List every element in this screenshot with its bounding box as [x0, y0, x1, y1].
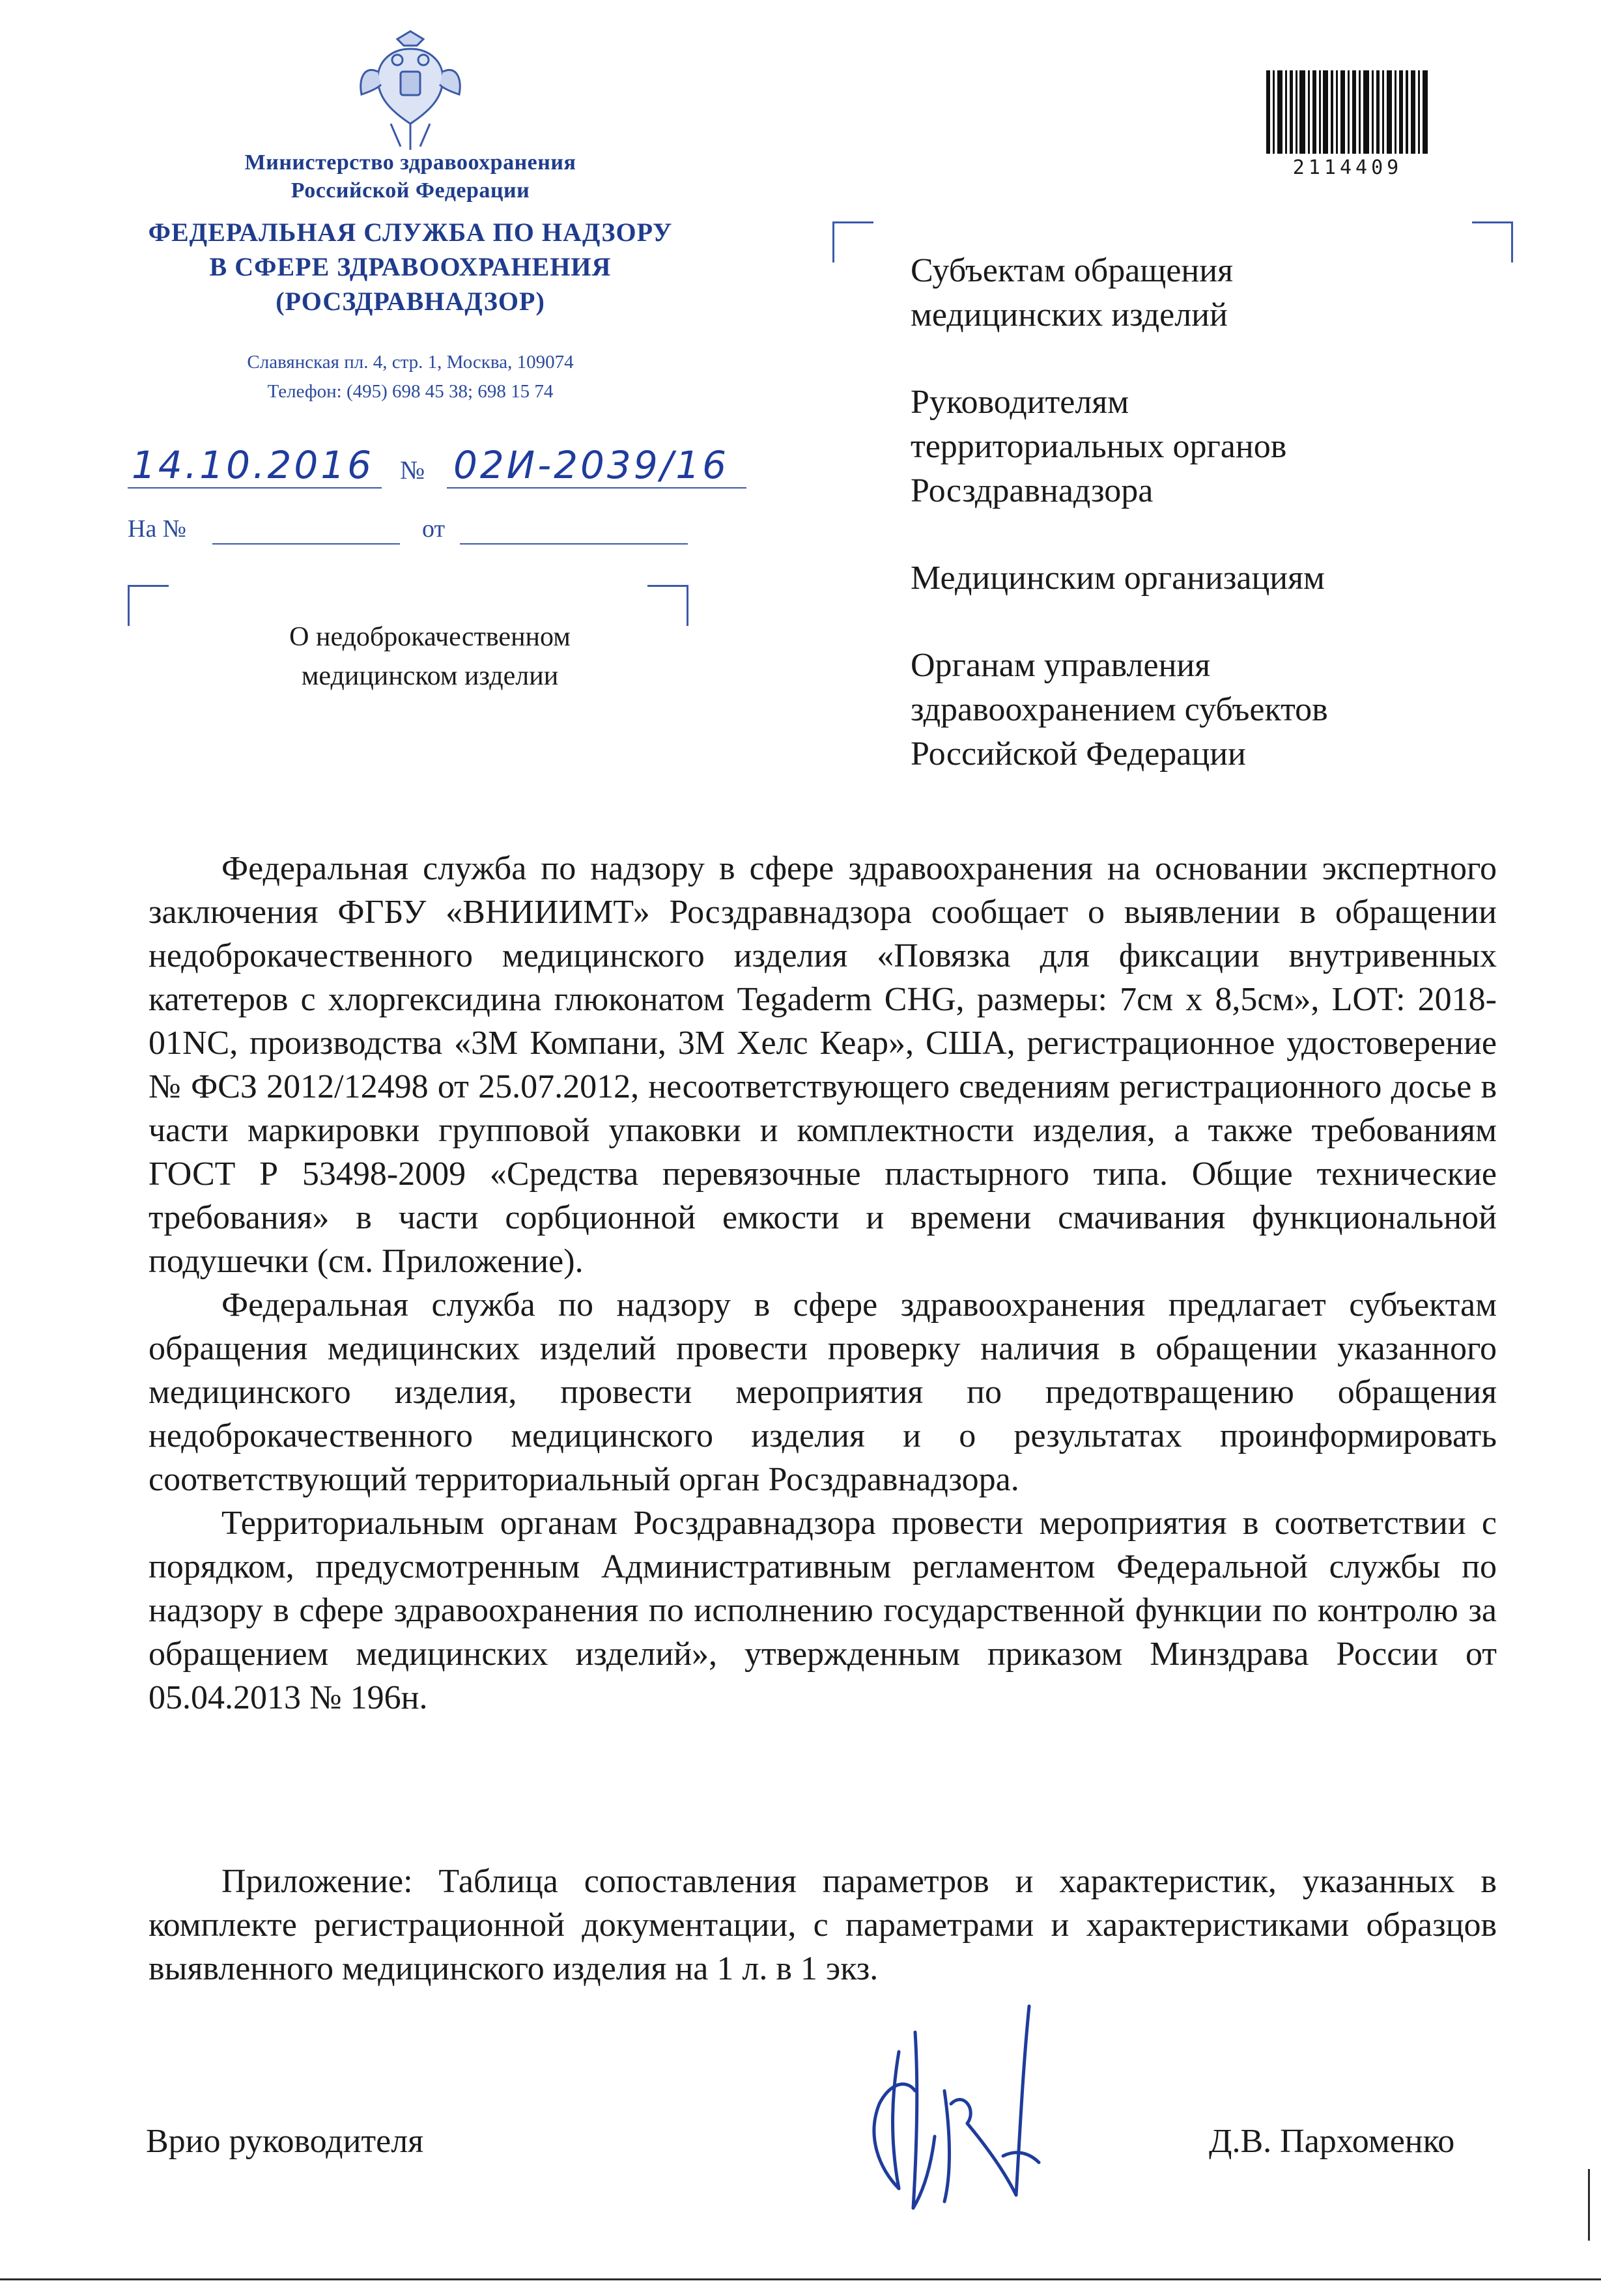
body-paragraph-3: Территориальным органам Росздравнадзора провести мероприятия в соответствии с порядком, предусмотренным Административным регламентом Федеральной службы по надзору в сфере здравоохранения по исполнению государственной функции по контролю за обращением медицинских изделий», утвержденным приказом Минздрава России от 05.04.2013 № 196н.: [149, 1505, 1497, 1716]
body-paragraph-2: Федеральная служба по надзору в сфере здравоохранения предлагает субъектам обращения медицинских изделий провести проверку наличия в обращении указанного медицинского изделия, провести мероприятия по предотвращению обращения недоброкачественного медицинского изделия и о результатах проинформировать соответствующий территориальный орган Росздравнадзора.: [149, 1286, 1497, 1498]
letter-body: [149, 847, 1497, 1720]
recipient-bracket-left: [832, 221, 873, 262]
reply-date-blank: [460, 543, 688, 545]
signatory-title: Врио руководителя: [146, 2123, 424, 2160]
address-block: [117, 348, 703, 406]
recipient-line: Органам управления: [911, 647, 1211, 684]
coat-of-arms-emblem: [352, 26, 469, 156]
registration-line: [128, 443, 766, 489]
body-paragraph-1: Федеральная служба по надзору в сфере здравоохранения на основании экспертного заключения ФГБУ «ВНИИИМТ» Росздравнадзора сообщает о выявлении в обращении недоброкачественного медицинского изделия «Повязка для фиксации внутривенных катетеров с хлоргексидина глюконатом Tegaderm CHG, размеры: 7см х 8,5см», LOT: 2018-01NC, производства «3М Компани, 3М Хелс Кеар», США, регистрационное удостоверение № ФСЗ 2012/12498 от 25.07.2012, несоответствующего сведениям регистрационного досье в части маркировки групповой упаковки и комплектности изделия, а также требованиям ГОСТ Р 53498-2009 «Средства перевязочные пластырного типа. Общие технические требования» в части сорбционной емкости и времени смачивания функциональной подушечки (см. Приложение).: [149, 850, 1497, 1280]
subject-line-1: О недоброкачественном: [289, 622, 571, 652]
recipient-group: [911, 249, 1497, 337]
barcode-number: 2114409: [1292, 156, 1403, 179]
recipient-line: здравоохранением субъектов: [911, 691, 1328, 728]
recipient-line: территориальных органов: [911, 428, 1287, 465]
service-line-2: В СФЕРЕ ЗДРАВООХРАНЕНИЯ: [209, 252, 612, 281]
reply-number-blank: [212, 543, 400, 545]
reply-from-label: от: [422, 515, 446, 543]
registration-number: 02И-2039/16: [453, 443, 730, 487]
registration-no-label: №: [400, 455, 425, 485]
recipient-group: [911, 380, 1497, 513]
recipient-group: [911, 644, 1497, 776]
letter-subject: [182, 617, 677, 696]
phone-line: Телефон: (495) 698 45 38; 698 15 74: [267, 381, 554, 402]
subject-line-2: медицинском изделии: [301, 661, 559, 691]
barcode-image: [1262, 70, 1433, 154]
reply-reference-line: [128, 515, 714, 554]
ministry-line-2: Российской Федерации: [290, 178, 530, 203]
ministry-line-1: Министерство здравоохранения: [244, 150, 576, 175]
registration-date: 14.10.2016: [132, 443, 375, 487]
subject-bracket-left: [128, 585, 169, 626]
recipient-line: Руководителям: [911, 384, 1129, 421]
recipient-line: Росздравнадзора: [911, 472, 1154, 509]
address-line: Славянская пл. 4, стр. 1, Москва, 109074: [247, 352, 574, 373]
service-line-1: ФЕДЕРАЛЬНАЯ СЛУЖБА ПО НАДЗОРУ: [148, 218, 673, 247]
date-underline: [128, 487, 382, 489]
service-line-3: (РОСЗДРАВНАДЗОР): [276, 287, 545, 316]
signatory-name: Д.В. Пархоменко: [1209, 2123, 1455, 2160]
recipient-line: Российской Федерации: [911, 735, 1246, 772]
annex-note: Приложение: Таблица сопоставления параметров и характеристик, указанных в комплекте регистрационной документации, с параметрами и характеристиками образцов выявленного медицинского изделия на 1 л. в 1 экз.: [149, 1863, 1497, 1987]
recipient-line: Субъектам обращения: [911, 252, 1233, 289]
recipient-line: медицинских изделий: [911, 296, 1228, 333]
service-name: [117, 215, 703, 319]
recipients-block: [911, 249, 1497, 819]
page-bottom-edge: [0, 2278, 1601, 2280]
number-underline: [447, 487, 746, 489]
ministry-name: [169, 149, 651, 205]
scan-margin-mark: [1588, 2169, 1590, 2241]
handwritten-signature: [853, 1993, 1075, 2228]
reply-number-label: На №: [128, 515, 187, 543]
recipient-line: Медицинским организациям: [911, 560, 1325, 597]
recipient-group: [911, 556, 1497, 601]
